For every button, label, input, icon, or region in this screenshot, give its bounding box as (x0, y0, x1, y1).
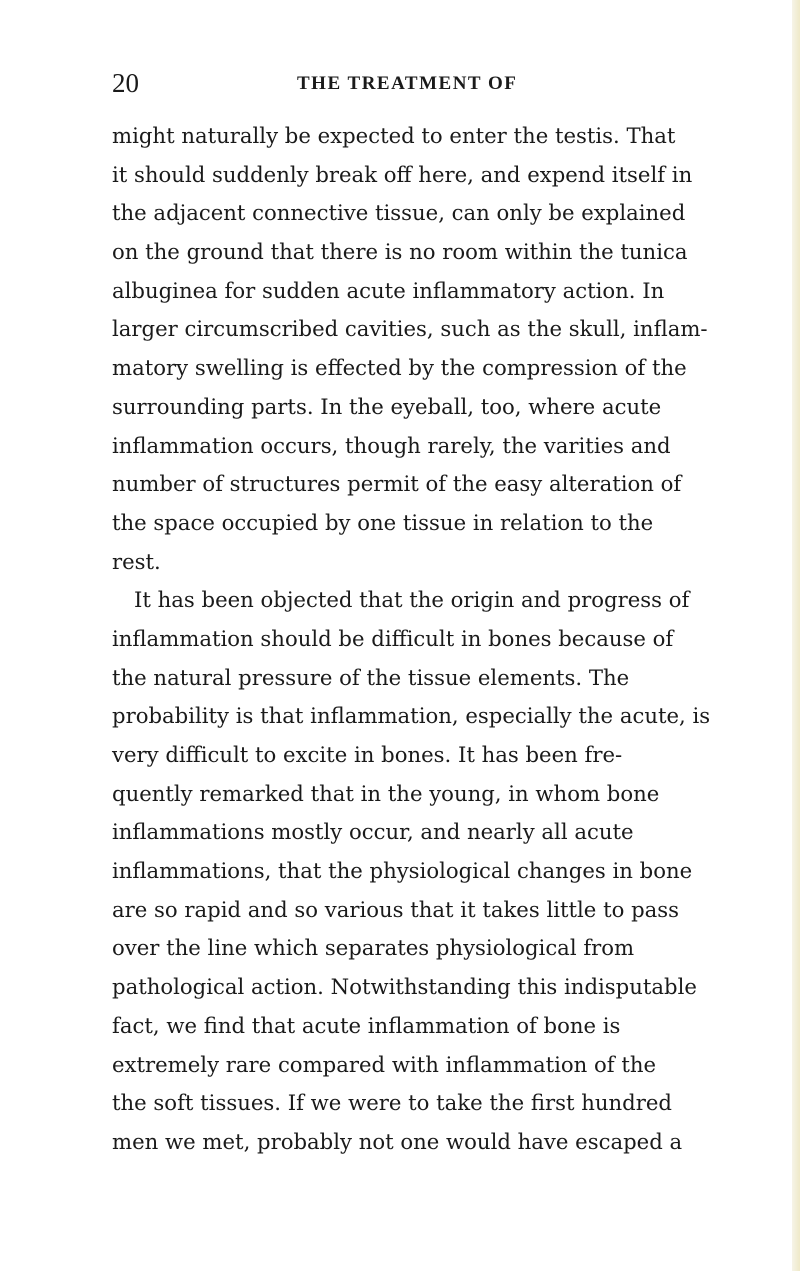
text-line: surrounding parts. In the eyeball, too, where acute (112, 393, 662, 419)
text-line: inflammation should be difficult in bones because of (112, 625, 674, 651)
text-line: larger circumscribed cavities, such as the skull, inflam- (112, 316, 708, 342)
text-line: it should suddenly break off here, and expend itself in (112, 161, 693, 187)
body-text (112, 117, 752, 1162)
running-head (112, 66, 752, 102)
text-line: It has been objected that the origin and progress of (134, 587, 690, 613)
page-number: 20 (112, 68, 139, 98)
text-line: inflammations, that the physiological changes in bone (112, 858, 693, 884)
page-edge (792, 0, 800, 1271)
text-line: on the ground that there is no room within the tunica (112, 239, 688, 265)
text-line: pathological action. Notwithstanding this indisputable (112, 974, 697, 1000)
text-line: the space occupied by one tissue in relation to the (112, 509, 654, 535)
text-line: quently remarked that in the young, in whom bone (112, 780, 660, 806)
text-line: the natural pressure of the tissue elements. The (112, 664, 630, 690)
text-line: over the line which separates physiological from (112, 935, 635, 961)
text-line: the soft tissues. If we were to take the first hundred (112, 1090, 672, 1116)
text-line: the adjacent connective tissue, can only be explained (112, 200, 686, 226)
text-line: men we met, probably not one would have escaped a (112, 1128, 683, 1154)
running-title: THE TREATMENT OF (297, 73, 518, 94)
text-line: fact, we find that acute inflammation of bone is (112, 1012, 621, 1038)
text-line: inflammations mostly occur, and nearly all acute (112, 819, 634, 845)
text-line: albuginea for sudden acute inflammatory action. In (112, 277, 665, 303)
text-line: matory swelling is effected by the compression of the (112, 355, 687, 381)
text-line: might naturally be expected to enter the testis. That (112, 123, 676, 148)
text-line: inflammation occurs, though rarely, the varities and (112, 432, 671, 458)
text-line: rest. (112, 548, 161, 574)
text-line: extremely rare compared with inflammation of the (112, 1051, 657, 1077)
text-line: are so rapid and so various that it takes little to pass (112, 896, 680, 922)
text-line: probability is that inflammation, especially the acute, is (112, 703, 711, 729)
text-line: number of structures permit of the easy alteration of (112, 471, 682, 497)
text-line: very difficult to excite in bones. It has been fre- (112, 742, 623, 767)
